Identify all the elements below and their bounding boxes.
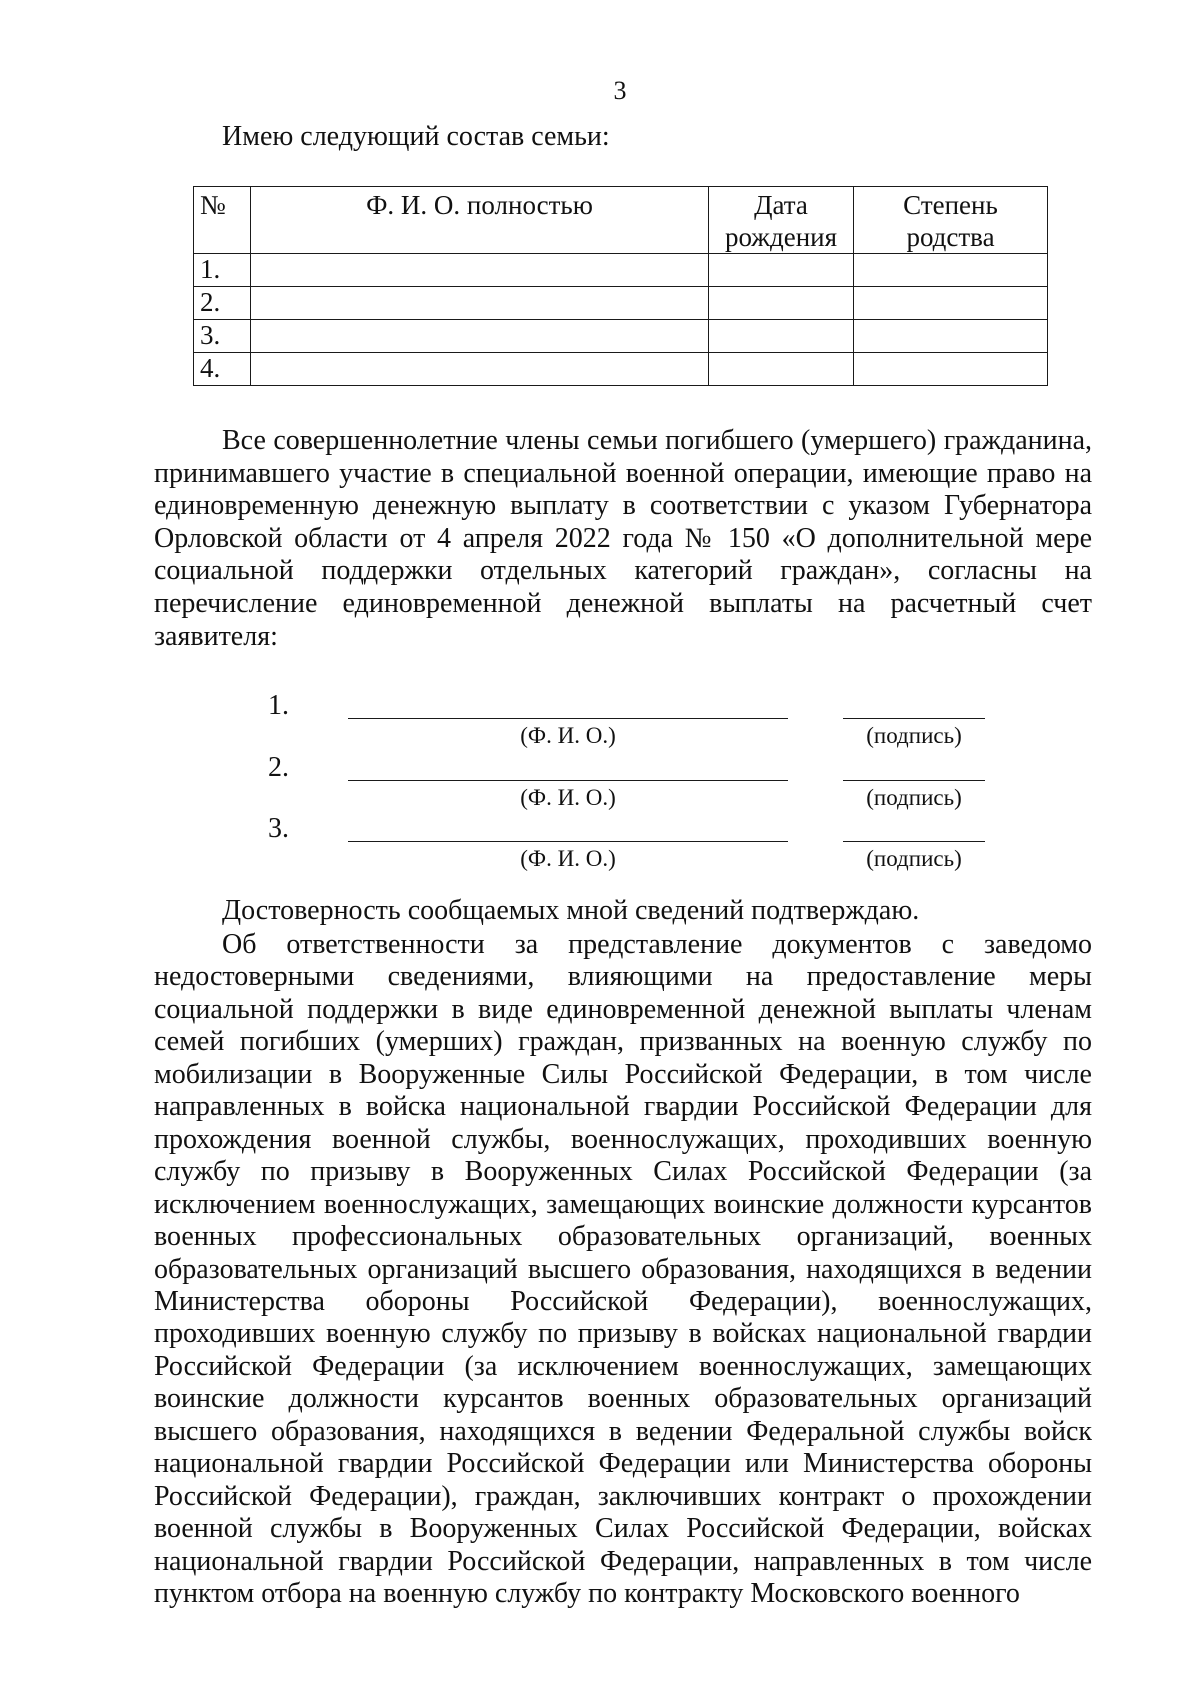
header-birth-date-line2: рождения <box>724 222 838 252</box>
signature-fio-line-1 <box>348 718 788 719</box>
table-row <box>194 254 1048 287</box>
responsibility-paragraph: Об ответственности за представление документов с заведомо недостоверными сведениями, влияющими на предоставление меры социальной поддержки в виде единовременной денежной выплаты членам семей погибших (умерших) граждан, призванных на военную службу по мобилизации в Вооруженные Силы Российской Федерации, в том числе направленных в войска национальной гвардии Российской Федерации для прохождения военной службы, военнослужащих, проходивших военную службу по призыву в Вооруженных Силах Российской Федерации (за исключением военнослужащих, замещающих воинские должности курсантов военных профессиональных образовательных организаций, военных образовательных организаций высшего образования, находящихся в ведении Министерства обороны Российской Федерации), военнослужащих, проходивших военную службу по призыву в войсках национальной гвардии Российской Федерации (за исключением военнослужащих, замещающих воинские должности курсантов военных образовательных организаций высшего образования, находящихся в ведении Федеральной службы войск национальной гвардии Российской Федерации или Министерства обороны Российской Федерации), граждан, заключивших контракт о прохождении военной службы в Вооруженных Силах Российской Федерации, войсках национальной гвардии Российской Федерации, направленных в том числе пунктом отбора на военную службу по контракту Московского военного <box>154 929 1092 1610</box>
consent-paragraph: Все совершеннолетние члены семьи погибшего (умершего) гражданина, принимавшего участие в специальной военной операции, имеющие право на единовременную денежную выплату в соответствии с указом Губернатора Орловской области от 4 апреля 2022 года № 150 «О дополнительной мере социальной поддержки отдельных категорий граждан», согласны на перечисление единовременной денежной выплаты на расчетный счет заявителя: <box>154 425 1092 652</box>
table-row <box>194 287 1048 320</box>
family-composition-intro: Имею следующий состав семьи: <box>222 121 610 152</box>
signature-sign-caption-3: (подпись) <box>866 846 962 871</box>
signature-fio-line-2 <box>348 780 788 781</box>
header-birth-date-line1: Дата <box>754 190 808 220</box>
row-number: 1. <box>194 254 251 287</box>
page-number: 3 <box>613 76 627 105</box>
row-birth-date-cell <box>709 353 854 386</box>
header-number: № <box>194 187 251 254</box>
signature-number-1: 1. <box>268 690 289 721</box>
table-row <box>194 353 1048 386</box>
row-full-name-cell <box>251 353 709 386</box>
header-full-name: Ф. И. О. полностью <box>251 187 709 254</box>
signature-sign-caption-2: (подпись) <box>866 785 962 810</box>
table-header-row <box>194 187 1048 254</box>
signature-number-2: 2. <box>268 752 289 783</box>
header-relation-line1: Степень <box>903 190 998 220</box>
row-full-name-cell <box>251 287 709 320</box>
row-birth-date-cell <box>709 320 854 353</box>
row-full-name-cell <box>251 254 709 287</box>
row-birth-date-cell <box>709 287 854 320</box>
signature-fio-caption-1: (Ф. И. О.) <box>520 723 616 748</box>
family-composition-table <box>193 186 1048 386</box>
row-number: 3. <box>194 320 251 353</box>
row-relation-cell <box>854 320 1048 353</box>
row-number: 4. <box>194 353 251 386</box>
header-relation <box>854 187 1048 254</box>
signature-sign-line-3 <box>843 841 985 842</box>
row-full-name-cell <box>251 320 709 353</box>
row-relation-cell <box>854 287 1048 320</box>
signature-sign-caption-1: (подпись) <box>866 723 962 748</box>
signature-fio-line-3 <box>348 841 788 842</box>
table-row <box>194 320 1048 353</box>
row-relation-cell <box>854 254 1048 287</box>
signature-fio-caption-2: (Ф. И. О.) <box>520 785 616 810</box>
signature-sign-line-1 <box>843 718 985 719</box>
header-relation-line2: родства <box>906 222 995 252</box>
signature-sign-line-2 <box>843 780 985 781</box>
row-number: 2. <box>194 287 251 320</box>
row-relation-cell <box>854 353 1048 386</box>
row-birth-date-cell <box>709 254 854 287</box>
header-birth-date <box>709 187 854 254</box>
signature-number-3: 3. <box>268 813 289 844</box>
confirmation-statement: Достоверность сообщаемых мной сведений подтверждаю. <box>222 895 920 926</box>
signature-fio-caption-3: (Ф. И. О.) <box>520 846 616 871</box>
